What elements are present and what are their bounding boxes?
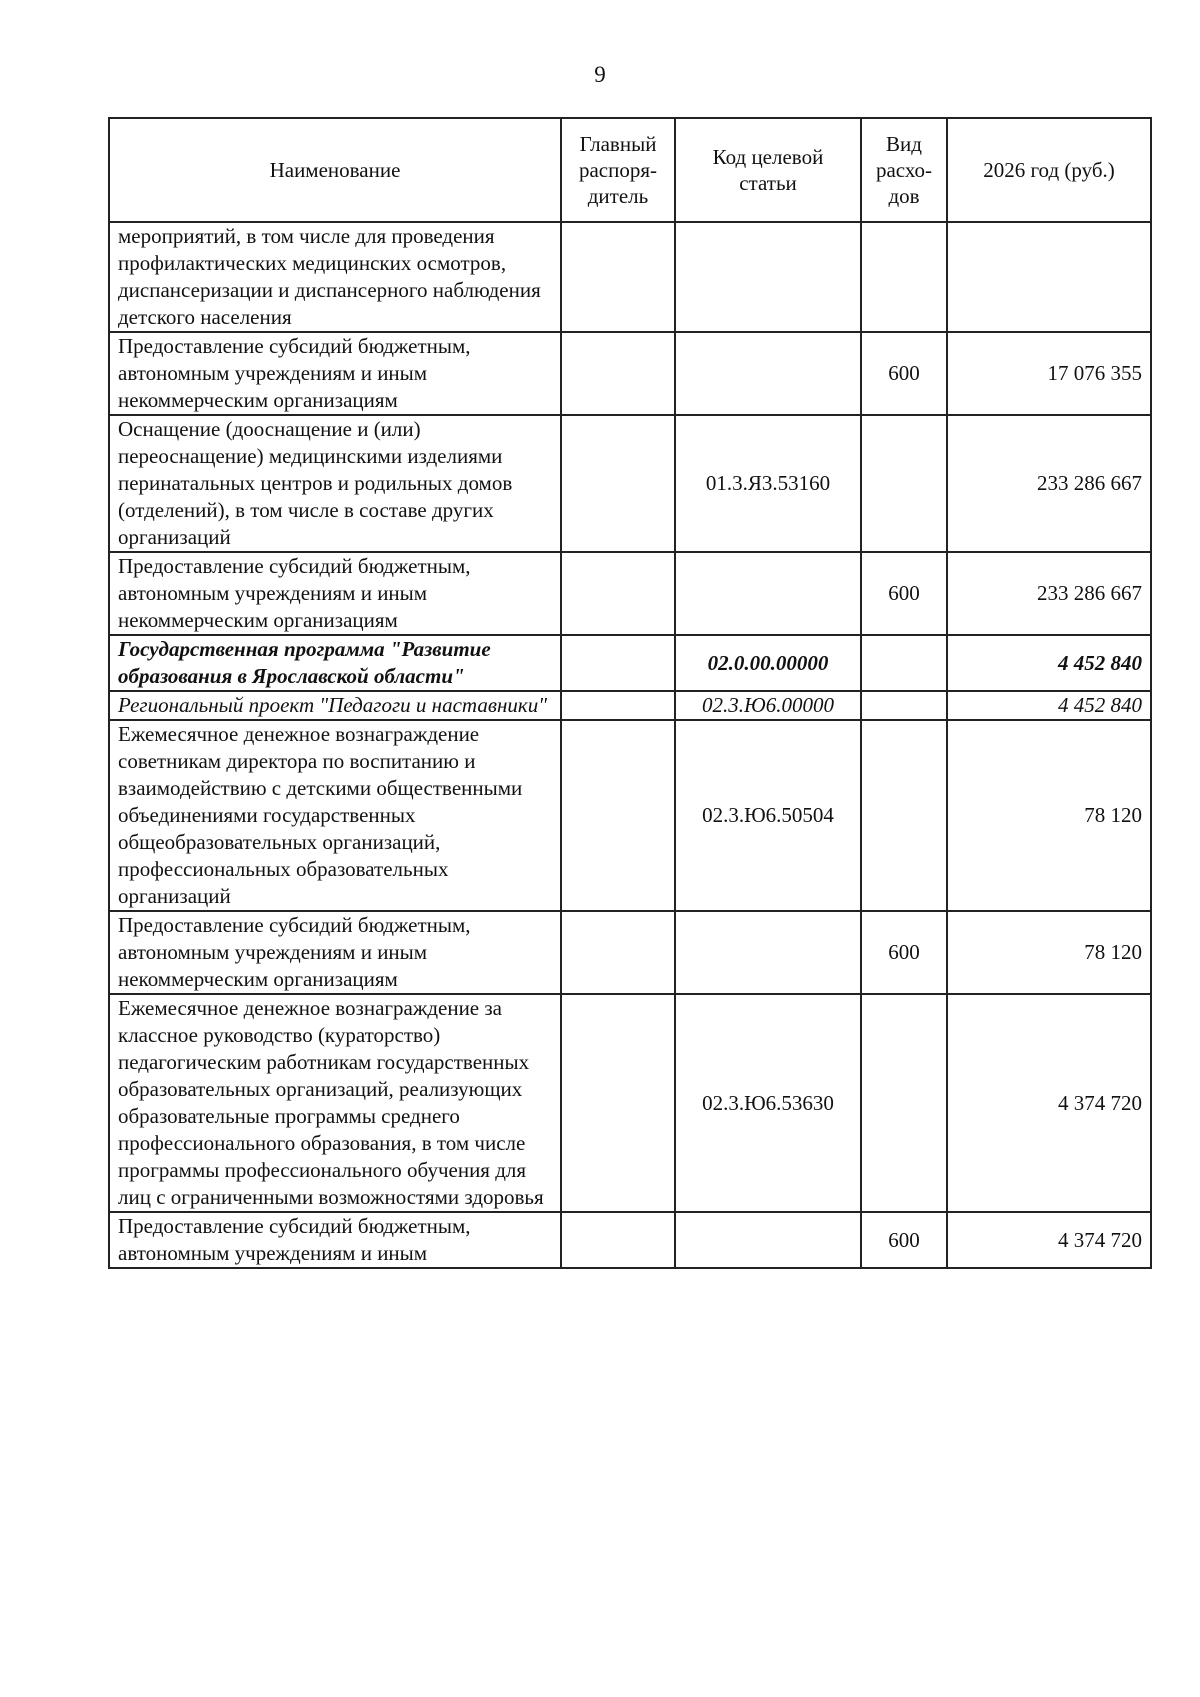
row-code: 02.0.00.00000: [675, 635, 861, 691]
row-sum: 233 286 667: [947, 415, 1151, 552]
row-name: Предоставление субсидий бюджетным, автономным учреждениям и иным: [109, 1212, 561, 1268]
row-vid: [861, 222, 947, 332]
row-manager: [561, 994, 675, 1212]
row-code: 02.3.Ю6.50504: [675, 720, 861, 911]
row-sum: 78 120: [947, 911, 1151, 994]
row-vid: 600: [861, 1212, 947, 1268]
table-row: [109, 994, 1151, 1212]
row-vid: [861, 635, 947, 691]
row-manager: [561, 720, 675, 911]
row-manager: [561, 552, 675, 635]
row-name: Предоставление субсидий бюджетным, автономным учреждениям и иным некоммерческим организациям: [109, 911, 561, 994]
row-name: мероприятий, в том числе для проведения профилактических медицинских осмотров, диспансеризации и диспансерного наблюдения детского населения: [109, 222, 561, 332]
budget-table: [108, 117, 1152, 1269]
row-vid: [861, 415, 947, 552]
header-manager: Главный распоря-дитель: [561, 118, 675, 222]
row-code: [675, 552, 861, 635]
row-manager: [561, 691, 675, 720]
row-name: Ежемесячное денежное вознаграждение за классное руководство (кураторство) педагогическим работникам государственных образовательных организаций, реализующих образовательные программы среднего профессионального образования, в том числе программы профессионального обучения для лиц с ограниченными возможностями здоровья: [109, 994, 561, 1212]
table-row-program: [109, 635, 1151, 691]
row-vid: 600: [861, 911, 947, 994]
row-sum: 17 076 355: [947, 332, 1151, 415]
row-name: Региональный проект "Педагоги и наставники": [109, 691, 561, 720]
row-name: Оснащение (дооснащение и (или) переоснащение) медицинскими изделиями перинатальных центров и родильных домов (отделений), в том числе в составе других организаций: [109, 415, 561, 552]
row-manager: [561, 1212, 675, 1268]
table-row: [109, 415, 1151, 552]
row-vid: [861, 994, 947, 1212]
row-code: [675, 222, 861, 332]
row-sum: [947, 222, 1151, 332]
table-row: [109, 222, 1151, 332]
row-code: [675, 1212, 861, 1268]
page-number: 9: [594, 62, 606, 87]
table-row: [109, 720, 1151, 911]
header-vid: Вид расхо-дов: [861, 118, 947, 222]
row-code: 02.3.Ю6.53630: [675, 994, 861, 1212]
row-manager: [561, 415, 675, 552]
row-name: Предоставление субсидий бюджетным, автономным учреждениям и иным некоммерческим организациям: [109, 552, 561, 635]
row-sum: 78 120: [947, 720, 1151, 911]
row-code: [675, 332, 861, 415]
row-sum: 233 286 667: [947, 552, 1151, 635]
row-manager: [561, 911, 675, 994]
row-sum: 4 452 840: [947, 635, 1151, 691]
row-manager: [561, 332, 675, 415]
row-vid: 600: [861, 552, 947, 635]
row-sum: 4 452 840: [947, 691, 1151, 720]
table-row: [109, 1212, 1151, 1268]
row-sum: 4 374 720: [947, 994, 1151, 1212]
table-row: [109, 552, 1151, 635]
table-row: [109, 911, 1151, 994]
row-name: Ежемесячное денежное вознаграждение советникам директора по воспитанию и взаимодействию с детскими общественными объединениями государственных общеобразовательных организаций, профессиональных образовательных организаций: [109, 720, 561, 911]
row-code: 02.3.Ю6.00000: [675, 691, 861, 720]
header-year: 2026 год (руб.): [947, 118, 1151, 222]
row-vid: 600: [861, 332, 947, 415]
row-manager: [561, 222, 675, 332]
table-row-project: [109, 691, 1151, 720]
row-name: Предоставление субсидий бюджетным, автономным учреждениям и иным некоммерческим организациям: [109, 332, 561, 415]
row-vid: [861, 720, 947, 911]
row-name: Государственная программа "Развитие образования в Ярославской области": [109, 635, 561, 691]
header-name: Наименование: [109, 118, 561, 222]
table-row: [109, 332, 1151, 415]
row-code: 01.3.Я3.53160: [675, 415, 861, 552]
header-code: Код целевой статьи: [675, 118, 861, 222]
row-sum: 4 374 720: [947, 1212, 1151, 1268]
row-manager: [561, 635, 675, 691]
row-vid: [861, 691, 947, 720]
row-code: [675, 911, 861, 994]
table-header-row: [109, 118, 1151, 222]
